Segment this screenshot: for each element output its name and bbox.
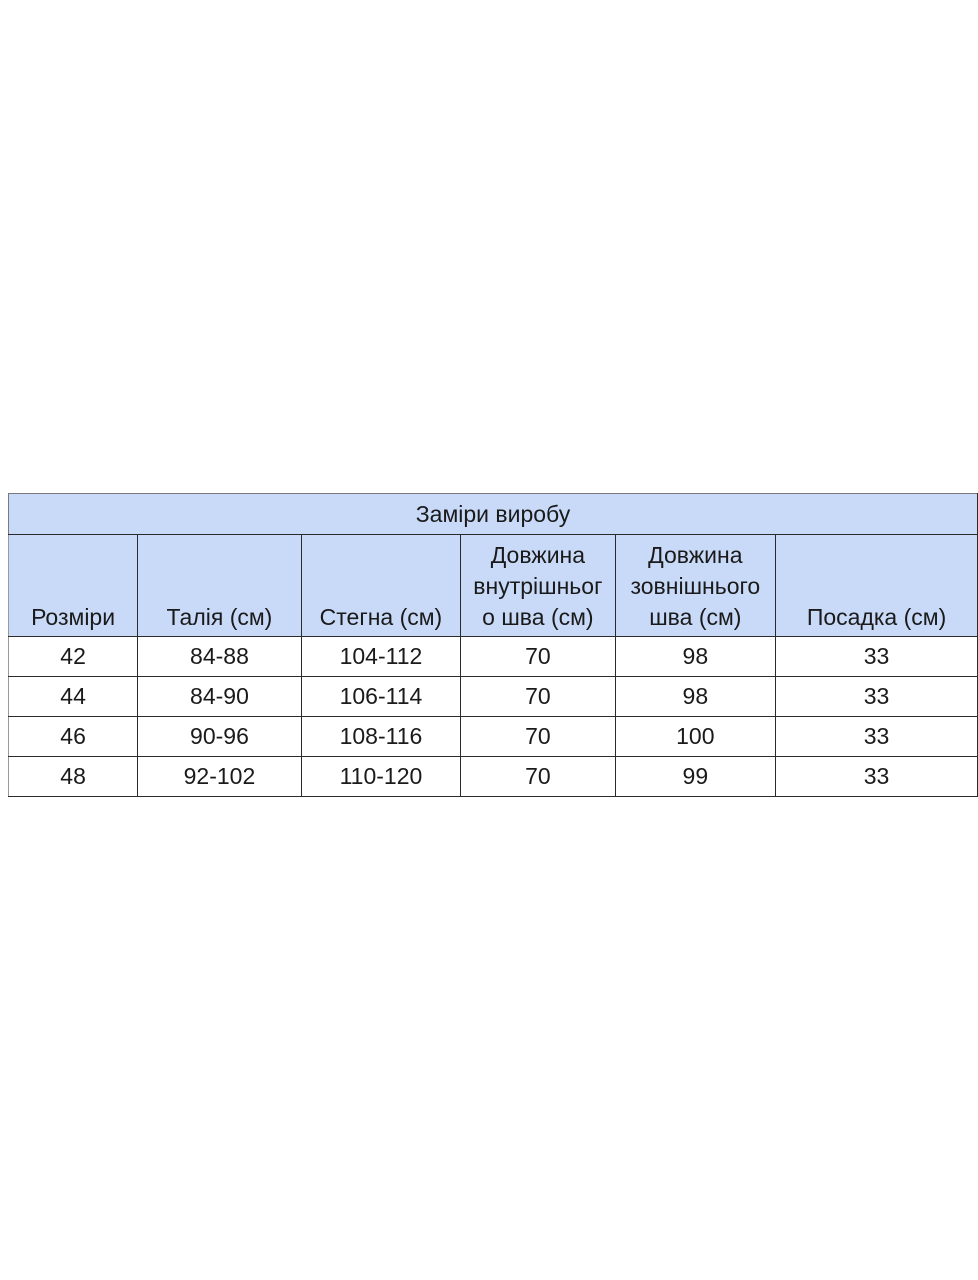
cell-outseam: 98 xyxy=(615,637,775,677)
cell-rise: 33 xyxy=(776,717,978,757)
header-waist xyxy=(138,535,302,637)
cell-hips: 104-112 xyxy=(301,637,460,677)
header-outseam xyxy=(615,535,775,637)
header-outseam-label: Довжина зовнішнього шва (см) xyxy=(630,542,761,630)
cell-rise: 33 xyxy=(776,677,978,717)
header-inseam xyxy=(461,535,615,637)
cell-waist: 84-88 xyxy=(138,637,302,677)
cell-outseam: 98 xyxy=(615,677,775,717)
cell-outseam: 99 xyxy=(615,757,775,797)
table-title: Заміри виробу xyxy=(9,494,978,535)
header-waist-label: Талія (см) xyxy=(166,604,273,630)
cell-hips: 106-114 xyxy=(301,677,460,717)
cell-waist: 90-96 xyxy=(138,717,302,757)
cell-inseam: 70 xyxy=(461,677,615,717)
cell-waist: 84-90 xyxy=(138,677,302,717)
table-title-row xyxy=(9,494,978,535)
cell-size: 44 xyxy=(9,677,138,717)
header-hips-label: Стегна (см) xyxy=(319,604,443,630)
header-inseam-label: Довжина внутрішньог о шва (см) xyxy=(473,542,603,630)
cell-rise: 33 xyxy=(776,637,978,677)
table-header-row xyxy=(9,535,978,637)
table-row xyxy=(9,637,978,677)
header-sizes xyxy=(9,535,138,637)
cell-hips: 108-116 xyxy=(301,717,460,757)
cell-inseam: 70 xyxy=(461,757,615,797)
header-sizes-label: Розміри xyxy=(31,604,116,630)
cell-size: 46 xyxy=(9,717,138,757)
cell-outseam: 100 xyxy=(615,717,775,757)
cell-size: 48 xyxy=(9,757,138,797)
cell-waist: 92-102 xyxy=(138,757,302,797)
cell-size: 42 xyxy=(9,637,138,677)
cell-rise: 33 xyxy=(776,757,978,797)
header-rise-label: Посадка (см) xyxy=(806,604,947,630)
table-row xyxy=(9,717,978,757)
cell-hips: 110-120 xyxy=(301,757,460,797)
table-row xyxy=(9,757,978,797)
cell-inseam: 70 xyxy=(461,717,615,757)
cell-inseam: 70 xyxy=(461,637,615,677)
size-chart xyxy=(8,493,947,800)
table-row xyxy=(9,677,978,717)
size-table xyxy=(8,493,978,797)
header-hips xyxy=(301,535,460,637)
header-rise xyxy=(776,535,978,637)
